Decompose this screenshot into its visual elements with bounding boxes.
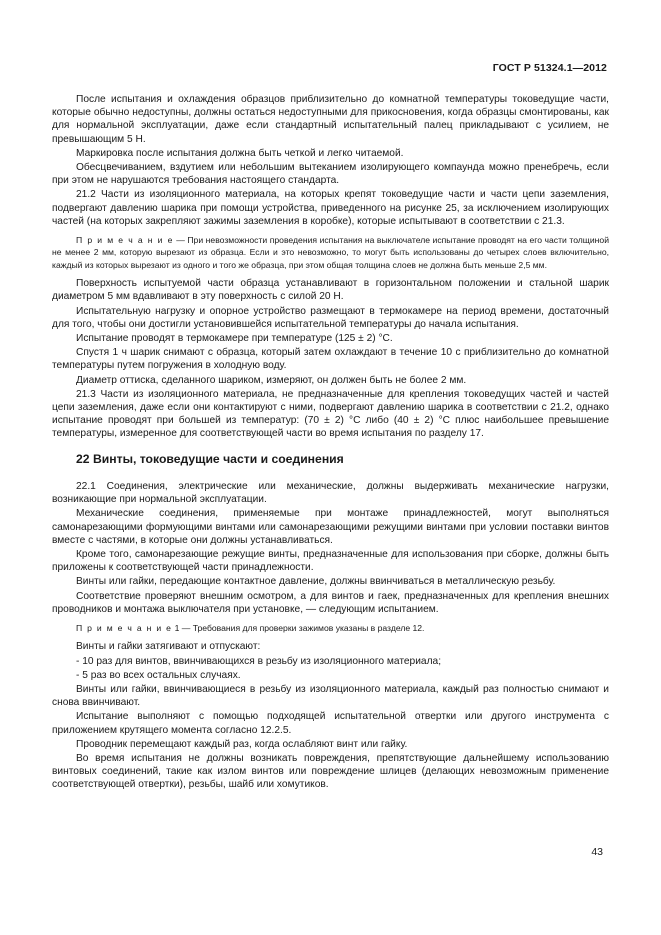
paragraph: Винты или гайки, ввинчивающиеся в резьбу из изоляционного материала, каждый раз полностью снимают и снова ввинчивают. <box>52 683 609 709</box>
paragraph: Диаметр оттиска, сделанного шариком, измеряют, он должен быть не более 2 мм. <box>76 374 467 386</box>
note-block <box>52 622 609 634</box>
paragraph: Механические соединения, применяемые при монтаже принадлежностей, могут выполняться самонарезающими формующими винтами или самонарезающими режущими винтами при условии поставки винтов вместе с частями, в которые они должны устанавливаться. <box>52 508 609 546</box>
paragraph: Соответствие проверяют внешним осмотром, а для винтов и гаек, предназначенных для крепления внешних проводников и монтажа выключателя при установке, — следующим испытанием. <box>52 590 609 615</box>
document-standard-id: ГОСТ Р 51324.1—2012 <box>492 62 607 74</box>
section-title: 22 Винты, токоведущие части и соединения <box>76 451 344 466</box>
paragraph: Испытание проводят в термокамере при температуре (125 ± 2) °С. <box>76 333 393 345</box>
paragraph: Кроме того, самонарезающие режущие винты, предназначенные для использования при сборке, должны быть приложены к соответствующей части принадлежности. <box>52 548 609 574</box>
paragraph: Испытание выполняют с помощью подходящей испытательной отвертки или другого инструмента с приложением крутящего момента согласно 12.2.5. <box>52 711 609 736</box>
paragraph: Во время испытания не должны возникать повреждения, препятствующие дальнейшему использованию винтовых соединений, такие как излом винтов или повреждение шлицев (делающих невозможным применение соответствующей отвертки), резьбы, шайб или хомутиков. <box>52 752 609 791</box>
paragraph: Маркировка после испытания должна быть четкой и легко читаемой. <box>76 147 404 159</box>
paragraph: Испытательную нагрузку и опорное устройство размещают в термокамере на период времени, достаточный для того, чтобы они достигли установившейся испытательной температуры до начала испытания. <box>52 305 609 330</box>
paragraph: 21.3 Части из изоляционного материала, не предназначенные для крепления токоведущих частей и частей цепи заземления, даже если они контактируют с ними, подвергают давлению шарика в соответствии с 21.2, однако испытание проводят при большей из температур: (70 ± 2) °С либо (40 ± 2) °С плюс наибольшее превышение температуры, измеренное для соответствующей части во время испытания по разделу 17. <box>52 388 609 440</box>
paragraph: 21.2 Части из изоляционного материала, на которых крепят токоведущие части и части цепи заземления, подвергают давлению шарика при помощи устройства, приведенного на рисунке 25, за исключением изолирующих частей (на которых закрепляют зажимы заземления в коробке), которые испытывают в соответствии с 21.3. <box>52 189 609 227</box>
note-text: — При невозможности проведения испытания на выключателе испытание проводят на его части толщиной не менее 2 мм, которую вырезают из образца. Если и это невозможно, то могут быть использованы до четырех слоев включительно, каждый из которых вырезают из одного и того же образца, при этом общая толщина слоев не должна быть меньше 2,5 мм. <box>52 235 610 270</box>
paragraph: Винты или гайки, передающие контактное давление, должны ввинчиваться в металлическую резьбу. <box>76 576 556 588</box>
paragraph: После испытания и охлаждения образцов приблизительно до комнатной температуры токоведущие части, которые обычно недоступны, должны остаться недоступными для прикосновения, когда образцы смонтированы, как для нормальной эксплуатации, даже если стандартный испытательный палец прикладывают с усилием, не превышающим 5 Н. <box>52 94 609 145</box>
paragraph: Поверхность испытуемой части образца устанавливают в горизонтальном положении и стальной шарик диаметром 5 мм вдавливают в эту поверхность с силой 20 Н. <box>52 278 609 303</box>
document-body <box>52 93 609 793</box>
paragraph: Обесцвечиванием, вздутием или небольшим вытеканием изолирующего компаунда можно пренебречь, если при этом не нарушаются требования настоящего стандарта. <box>52 162 609 187</box>
list-item: - 5 раз во всех остальных случаях. <box>76 669 241 681</box>
note-text: 1 — Требования для проверки зажимов указаны в разделе 12. <box>172 622 425 633</box>
page-number: 43 <box>591 846 603 858</box>
paragraph: Спустя 1 ч шарик снимают с образца, который затем охлаждают в течение 10 с приблизительно до комнатной температуры путем погружения в холодную воду. <box>52 347 609 372</box>
list-item: - 10 раз для винтов, ввинчивающихся в резьбу из изоляционного материала; <box>76 655 442 667</box>
note-label: П р и м е ч а н и е <box>76 622 173 633</box>
paragraph: 22.1 Соединения, электрические или механические, должны выдерживать механические нагрузки, возникающие при нормальной эксплуатации. <box>52 480 609 506</box>
paragraph: Винты и гайки затягивают и отпускают: <box>76 641 261 653</box>
note-block <box>52 234 609 271</box>
paragraph: Проводник перемещают каждый раз, когда ослабляют винт или гайку. <box>76 738 408 750</box>
note-label: П р и м е ч а н и е <box>76 235 174 246</box>
